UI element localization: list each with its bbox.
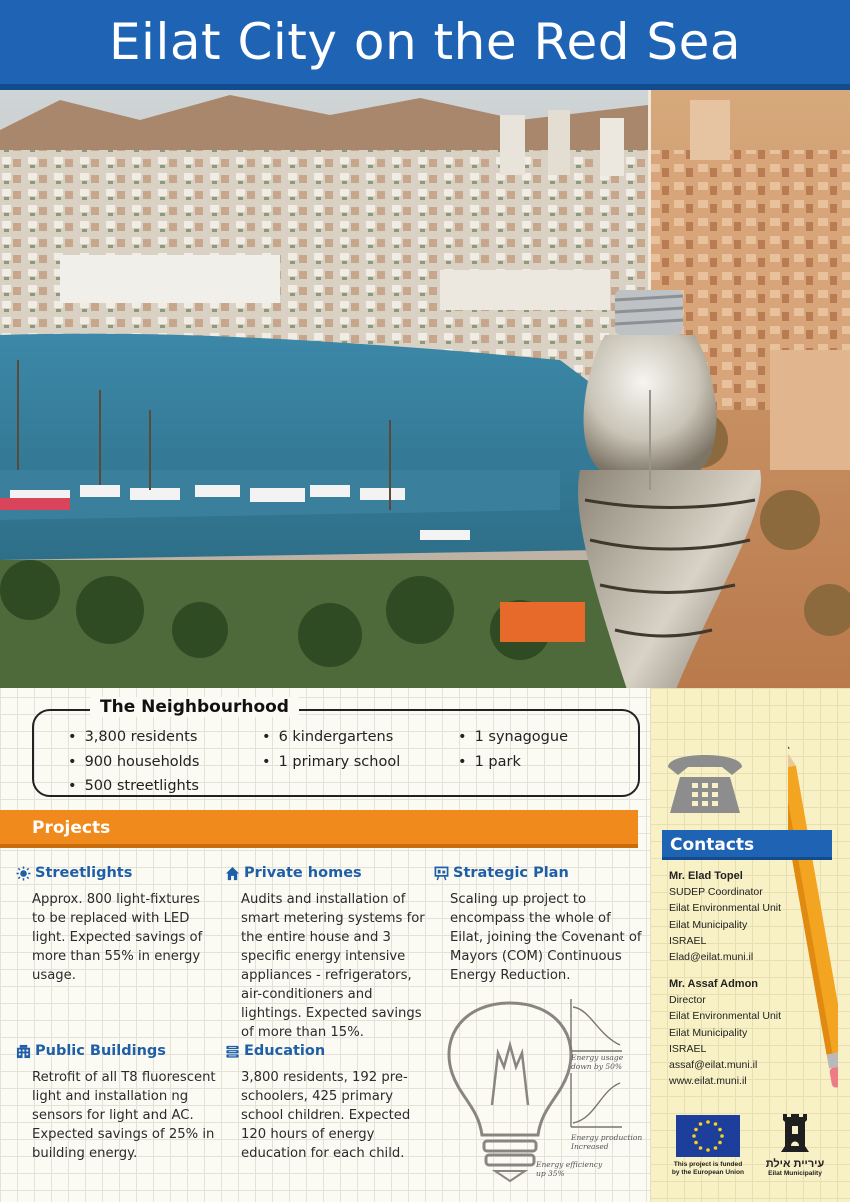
project-title: Public Buildings (35, 1043, 166, 1059)
project-title: Private homes (244, 865, 362, 881)
title-banner (0, 0, 850, 90)
contact-email[interactable]: assaf@eilat.muni.il (669, 1059, 758, 1072)
project-title: Streetlights (35, 865, 133, 881)
contact-country: ISRAEL (669, 934, 707, 947)
contacts-heading-bar (662, 830, 832, 860)
list-item: • 6 kindergartens (262, 725, 400, 750)
list-item: • 500 streetlights (68, 774, 199, 799)
neighbourhood-title: The Neighbourhood (90, 697, 299, 717)
neighbourhood-list-2 (262, 725, 400, 774)
sun-icon (16, 866, 31, 881)
list-item: • 900 households (68, 750, 199, 775)
project-public-buildings (16, 1043, 226, 1163)
project-text: Scaling up project to encompass the whole of Eilat, joining the Covenant of Mayors (COM) Continuous Energy Reduction. (450, 892, 642, 983)
contacts-heading: Contacts (670, 835, 755, 855)
presentation-icon (434, 866, 449, 881)
pencil-illustration (788, 735, 838, 1105)
contact-unit: Eilat Environmental Unit (669, 902, 782, 915)
eu-caption-line-2: by the European Union (671, 1168, 745, 1176)
contact-country: ISRAEL (669, 1042, 707, 1055)
neighbourhood-list-3 (458, 725, 568, 774)
project-education (225, 1043, 435, 1163)
eu-caption-line-1: This project is funded (673, 1161, 743, 1168)
building-icon (16, 1044, 31, 1059)
contact-unit: Eilat Environmental Unit (669, 1010, 782, 1023)
list-item: • 3,800 residents (68, 725, 199, 750)
projects-heading-bar (0, 810, 638, 848)
eilat-bay-photo (0, 90, 850, 688)
project-title: Strategic Plan (453, 865, 569, 881)
contact-org: Eilat Municipality (669, 1026, 748, 1039)
contact-website[interactable]: www.eilat.muni.il (669, 1075, 747, 1088)
neighbourhood-box (32, 697, 640, 797)
sketch-label-production: Energy production Increased (571, 1133, 643, 1151)
project-text: Retrofit of all T8 fluorescent light and installation ng sensors for light and AC. Expected savings of 25% in building energy. (32, 1070, 216, 1161)
list-item: • 1 synagogue (458, 725, 568, 750)
list-item: • 1 park (458, 750, 568, 775)
municipality-name-hebrew: עיריית אילת (765, 1158, 825, 1170)
page-title: Eilat City on the Red Sea (108, 13, 742, 71)
contact-name: Mr. Elad Topel (669, 870, 743, 882)
list-item: • 1 primary school (262, 750, 400, 775)
project-text: Audits and installation of smart metering systems for the entire house and 3 specific energy intensive appliances - refrigerators, air-conditioners and lightings. Expected savings of more than 15%. (241, 892, 425, 1040)
contact-role: SUDEP Coordinator (669, 886, 763, 899)
municipality-logo-block (760, 1112, 830, 1178)
sketch-label-usage: Energy usage down by 50% (571, 1053, 624, 1071)
contact-email[interactable]: Elad@eilat.muni.il (669, 951, 754, 964)
contact-card-2 (669, 976, 781, 1089)
neighbourhood-list-1 (68, 725, 199, 799)
books-icon (225, 1044, 240, 1059)
municipality-tower-logo (778, 1112, 812, 1154)
contact-org: Eilat Municipality (669, 918, 748, 931)
contact-name: Mr. Assaf Admon (669, 978, 759, 990)
project-streetlights (16, 865, 216, 985)
project-title: Education (244, 1043, 326, 1059)
project-private-homes (225, 865, 435, 1042)
city-photo-collage (0, 90, 850, 688)
telephone-icon (662, 745, 748, 817)
municipality-caption: Eilat Municipality (768, 1170, 822, 1177)
project-text: Approx. 800 light-fixtures to be replaced with LED light. Expected savings of more than 55% in energy usage. (32, 892, 203, 983)
project-strategic-plan (434, 865, 644, 985)
sketch-label-efficiency: Energy efficiency up 35% (536, 1160, 603, 1178)
projects-heading: Projects (32, 818, 111, 838)
house-icon (225, 866, 240, 881)
contact-role: Director (669, 994, 706, 1007)
eu-logo-block (668, 1115, 748, 1176)
project-text: 3,800 residents, 192 pre-schoolers, 425 primary school children. Expected 120 hours of energy education for each child. (241, 1070, 411, 1161)
contact-card-1 (669, 868, 781, 965)
eu-flag-logo (676, 1115, 740, 1157)
